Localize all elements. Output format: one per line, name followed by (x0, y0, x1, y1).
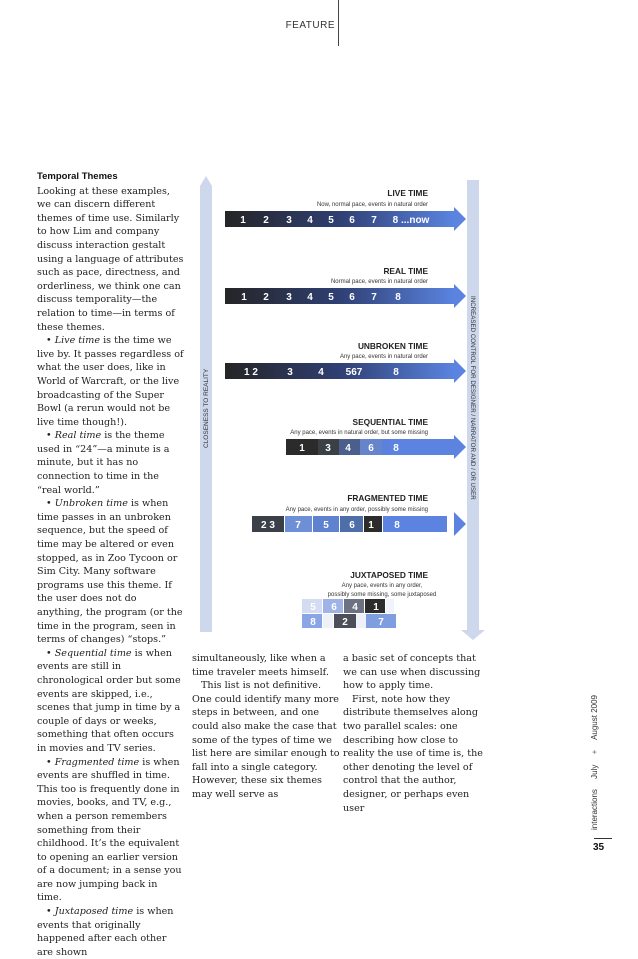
event-token: 1 2 (244, 367, 258, 378)
event-token: 8 (393, 367, 399, 378)
col2-paragraph-a: simultaneously, like when a time traveler meets himself. (192, 653, 329, 678)
event-token: 4 (345, 443, 351, 454)
timeline-bar (390, 439, 454, 455)
event-token: 8 (395, 292, 401, 303)
timeline-bar (383, 516, 447, 532)
unbroken-term: Unbroken time (54, 498, 128, 510)
real-term: Real time (54, 430, 102, 442)
event-token: 6 (349, 520, 355, 531)
theme-fragmented-time (252, 493, 466, 536)
event-box (323, 614, 333, 628)
closeness-axis-arrow (200, 176, 212, 632)
event-token: 6 (349, 215, 355, 226)
footer-side (590, 660, 604, 830)
event-token: 6 (368, 443, 374, 454)
theme-title: LIVE TIME (387, 188, 428, 198)
theme-title: FRAGMENTED TIME (347, 493, 428, 503)
page-number-rule (594, 838, 612, 839)
theme-description: possibly some missing, some juxtaposed (327, 592, 437, 598)
event-token: 3 (287, 367, 293, 378)
event-token: 2 (342, 617, 348, 628)
event-token: 1 (240, 215, 246, 226)
event-box (382, 439, 390, 455)
event-box (356, 614, 366, 628)
theme-sequential-time (286, 417, 466, 459)
timeline-arrowhead (454, 284, 466, 308)
timeline-arrowhead (454, 512, 466, 536)
event-token: 1 (368, 520, 374, 531)
theme-juxtaposed-time (302, 570, 436, 628)
event-token: 7 (295, 520, 301, 531)
issue-separator: + (590, 749, 599, 755)
event-token: 1 (299, 443, 305, 454)
theme-description: Any pace, events in any order, possibly some missing (285, 507, 428, 513)
event-token: 567 (345, 367, 363, 378)
event-token: 4 (318, 367, 324, 378)
theme-title: SEQUENTIAL TIME (352, 417, 428, 427)
event-token: 3 (286, 215, 292, 226)
col3-paragraph-a: a basic set of concepts that we can use when discussing how to apply time. (343, 653, 481, 692)
event-token: 3 (286, 292, 292, 303)
juxtaposed-term: Juxtaposed time (54, 906, 134, 918)
col3-paragraph-b: First, note how they distribute themselves along two parallel scales: one describing how close to reality the use of time is, the other denoting the level of control that the author, designer, or perhaps even user (343, 693, 483, 814)
theme-description: Any pace, events in natural order (339, 354, 428, 360)
event-token: 8 (393, 443, 399, 454)
theme-title: UNBROKEN TIME (357, 341, 428, 351)
theme-description: Normal pace, events in natural order (330, 279, 428, 285)
event-token: 8 (394, 520, 400, 531)
event-token: 6 (349, 292, 355, 303)
theme-title: JUXTAPOSED TIME (350, 570, 428, 580)
live-time-paragraph: • Live time is the time we live by. It passes regardless of what the user does, like in World of Warcraft, or the live broadcasting of the Super Bowl (a rerun would not be live time though!). (37, 335, 184, 428)
event-token: 3 (325, 443, 331, 454)
theme-description: Now, normal pace, events in natural order (316, 202, 428, 208)
event-token: 4 (352, 602, 358, 613)
control-axis-arrow (461, 180, 485, 640)
timeline-bar (225, 288, 454, 304)
event-token: 8 ...now (392, 215, 430, 226)
intro-paragraph: Looking at these examples, we can discern different themes of time use. Similarly to how Lim and company discuss interaction gestalt using a language of attributes such as pace, directness, and orderliness, we think one can discuss temporality—the relation to time—in terms of these themes. (37, 185, 184, 333)
col2-paragraph-b: This list is not definitive. One could identify many more steps in between, and one could also make the case that some of the types of time we list here are similar enough to fall into a single category. However, these six themes may well serve as (192, 680, 340, 800)
theme-title: REAL TIME (383, 266, 428, 276)
event-token: 8 (310, 617, 316, 628)
event-token: 5 (310, 602, 316, 613)
event-token: 7 (371, 215, 377, 226)
live-term: Live time (54, 335, 101, 347)
section-heading: Temporal Themes (37, 171, 118, 182)
theme-real-time (225, 266, 466, 308)
real-time-paragraph: • Real time is the theme used in “24”—a minute is a minute, but it has no connection to time in the “real world.” (37, 430, 170, 496)
closeness-axis-label: CLOSENESS TO REALITY (203, 368, 210, 448)
issue-month: July (590, 764, 599, 779)
timeline-arrowhead (454, 435, 466, 459)
control-axis-label: INCREASED CONTROL FOR DESIGNER / NARRATOR AND / OR USER (469, 296, 476, 500)
theme-unbroken-time (225, 341, 466, 383)
event-token: 7 (378, 617, 384, 628)
section-label: FEATURE (285, 20, 335, 31)
unbroken-time-paragraph: • Unbroken time is when time passes in an unbroken sequence, but the speed of time may be altered or even stopped, as in Zoo Tycoon or Sim City. Many software programs use this theme. If the user does not do anything, the program (or the time in the program, seen in terms of changes) “stops.” (37, 498, 183, 646)
sequential-time-paragraph: • Sequential time is when events are still in chronological order but some events are skipped, i.e., scenes that jump in time by a couple of days or weeks, something that often occurs in movies and TV series. (37, 647, 181, 754)
event-box (386, 599, 394, 613)
event-token: 7 (371, 292, 377, 303)
event-token: 6 (331, 602, 337, 613)
sequential-term: Sequential time (54, 647, 132, 659)
fragmented-time-paragraph: • Fragmented time is when events are shuffled in time. This too is frequently done in movies, books, and TV, e.g., when a person remembers something from their childhood. It’s the equivalent to opening an earlier version of a document; in a sense you are now jumping back in time. (37, 756, 182, 904)
event-token: 2 3 (261, 520, 275, 531)
fragmented-term: Fragmented time (54, 756, 140, 768)
timeline-arrowhead (454, 359, 466, 383)
theme-description: Any pace, events in natural order, but some missing (290, 430, 428, 436)
event-token: 4 (307, 215, 313, 226)
event-token: 4 (307, 292, 313, 303)
page-number: 35 (593, 842, 605, 853)
issue-date: August 2009 (590, 694, 599, 740)
event-token: 5 (328, 215, 334, 226)
event-token: 5 (323, 520, 329, 531)
timeline-arrowhead (454, 207, 466, 231)
event-token: 1 (373, 602, 379, 613)
event-token: 5 (328, 292, 334, 303)
theme-live-time (225, 188, 466, 231)
timeline-bar (225, 363, 454, 379)
event-token: 2 (263, 292, 269, 303)
event-token: 1 (241, 292, 247, 303)
juxtaposed-time-paragraph: • Juxtaposed time is when events that originally happened after each other are shown (37, 906, 174, 958)
theme-description: Any pace, events in any order, (341, 583, 423, 589)
magazine-name: interactions (590, 789, 599, 830)
event-token: 2 (263, 215, 269, 226)
